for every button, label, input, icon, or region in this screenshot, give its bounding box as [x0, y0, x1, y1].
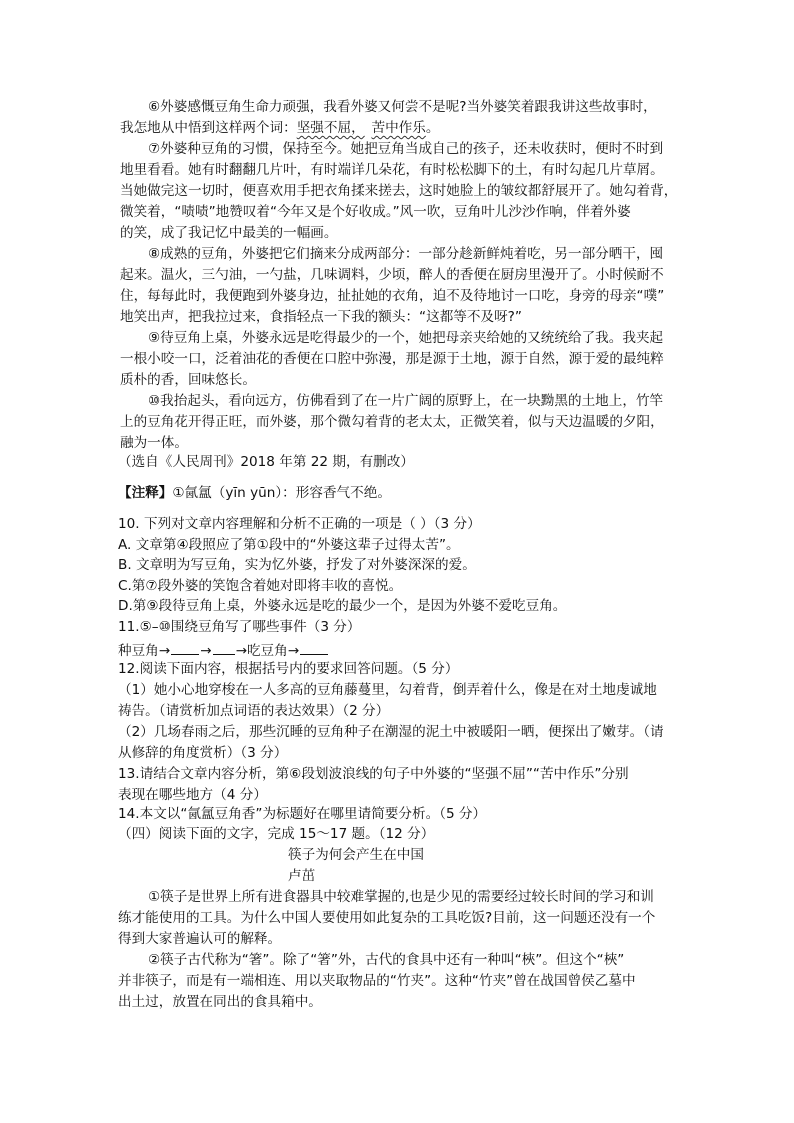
chain-arrow: →: [200, 643, 212, 659]
passage-line: 一根小咬一口，泛着油花的香便在口腔中弥漫，那是源于土地，源于自然，源于爱的最纯粹: [120, 351, 664, 367]
passage-line: 的笑，成了我记忆中最美的一幅画。: [120, 225, 338, 241]
chain-middle: →吃豆角→: [235, 643, 300, 659]
passage-line: 融为一体。: [120, 435, 188, 451]
passage-line: 起来。温火，三勺油，一勺盐，几味调料，少顷，醉人的香便在厨房里漫开了。小时候耐不: [120, 267, 664, 283]
answer-blank[interactable]: [300, 642, 328, 655]
section-header: （四）阅读下面的文字，完成 15～17 题。（12 分）: [118, 826, 435, 842]
passage-line: ⑩我抬起头，看向远方，仿佛看到了在一片广阔的原野上，在一块黝黑的土地上，竹竿: [148, 393, 664, 409]
article-title: 筷子为何会产生在中国: [288, 847, 424, 863]
option-a: A. 文章第④段照应了第①段中的“外婆这辈子过得太苦”。: [118, 537, 460, 553]
article-line: 得到大家普遍认可的解释。: [118, 931, 282, 947]
passage-line: ⑨待豆角上桌，外婆永远是吃得最少的一个，她把母亲夹给她的又统统给了我。我夹起: [148, 330, 664, 346]
passage-text: 。: [425, 120, 440, 136]
passage-line: 质朴的香，回味悠长。: [120, 372, 256, 388]
passage-line: ⑦外婆种豆角的习惯，保持至今。她把豆角当成自己的孩子，还未收获时，便时不时到: [148, 141, 664, 157]
option-b: B. 文章明为写豆角，实为忆外婆，抒发了对外婆深深的爱。: [118, 557, 476, 573]
passage-line: ⑥外婆感慨豆角生命力顽强，我看外婆又何尝不是呢?当外婆笑着跟我讲这些故事时，: [148, 99, 657, 115]
passage-text: 我怎地从中悟到这样两个词：: [120, 120, 297, 136]
article-line: ②筷子古代称为“箸”。除了“箸”外，古代的食具中还有一种叫“梜”。但这个“梜”: [148, 952, 625, 968]
question-12-2: （2）几场春雨之后，那些沉睡的豆角种子在潮湿的泥土中被暖阳一晒，便探出了嫩芽。（请: [118, 724, 664, 740]
article-line: 并非筷子，而是有一端相连、用以夹取物品的“竹夹”。这种“竹夹”曾在战国曾侯乙墓中: [118, 973, 636, 989]
passage-line: ⑧成熟的豆角，外婆把它们摘来分成两部分：一部分趁新鲜炖着吃，另一部分晒干，囤: [148, 246, 664, 262]
question-12-1: （1）她小心地穿梭在一人多高的豆角藤蔓里，勾着背，倒弄着什么，像是在对土地虔诚地: [118, 682, 657, 698]
question-13: 13.请结合文章内容分析，第⑥段划波浪线的句子中外婆的“坚强不屈”“苦中作乐”分别: [118, 766, 629, 782]
annotation-text: ①氤氲（yīn yūn）：形容香气不绝。: [172, 485, 391, 501]
article-line: 出土过，放置在同出的食具箱中。: [118, 994, 322, 1010]
article-line: 练才能使用的工具。为什么中国人要使用如此复杂的工具吃饭?目前，这一问题还没有一个: [118, 910, 656, 926]
question-11: 11.⑤–⑩围绕豆角写了哪些事件（3 分）: [118, 619, 361, 635]
question-13: 表现在哪些地方（4 分）: [118, 787, 267, 803]
annotation-note: [118, 487, 391, 501]
option-c: C.第⑦段外婆的笑饱含着她对即将丰收的喜悦。: [118, 578, 403, 594]
passage-line: 当她做完这一切时，便喜欢用手把衣角揉来搓去，这时她脸上的皱纹都舒展开了。她勾着背，: [120, 183, 678, 199]
passage-line: [120, 122, 439, 136]
passage-line: 住，每每此时，我便跑到外婆身边，扯扯她的衣角，迫不及待地讨一口吃，身旁的母亲“噗”: [120, 288, 665, 304]
question-11-chain: [118, 642, 329, 659]
passage-line: 地笑出声，把我拉过来，食指轻点一下我的额头：“这都等不及呀?”: [120, 309, 522, 325]
article-line: ①筷子是世界上所有进食器具中较难掌握的,也是少见的需要经过较长时间的学习和训: [148, 889, 654, 905]
article-author: 卢茁: [288, 868, 316, 884]
annotation-label: 【注释】: [118, 485, 173, 501]
chain-start: 种豆角→: [118, 643, 171, 659]
passage-line: 上的豆角花开得正旺，而外婆，那个微勾着背的老太太，正微笑着，似与天边温暖的夕阳，: [120, 414, 664, 430]
question-12: 12.阅读下面内容，根据括号内的要求回答问题。（5 分）: [118, 661, 459, 677]
question-12-2: 从修辞的角度赏析）（3 分）: [118, 745, 288, 761]
passage-source: （选自《人民周刊》2018 年第 22 期，有删改）: [118, 454, 414, 470]
answer-blank[interactable]: [171, 642, 199, 655]
wavy-underlined-phrase: 坚强不屈，: [296, 120, 365, 136]
option-d: D.第⑨段待豆角上桌，外婆永远是吃的最少一个，是因为外婆不爱吃豆角。: [118, 598, 567, 614]
answer-blank[interactable]: [213, 642, 235, 655]
question-12-1: 祷告。（请赏析加点词语的表达效果）（2 分）: [118, 703, 390, 719]
passage-line: 地里看看。她有时翻翻几片叶，有时端详几朵花，有时松松脚下的土，有时勾起几片草屑。: [120, 162, 664, 178]
question-14: 14.本文以“氤氲豆角香”为标题好在哪里请简要分析。（5 分）: [118, 806, 487, 822]
wavy-underlined-phrase: 苦中作乐: [371, 120, 426, 136]
question-10: 10. 下列对文章内容理解和分析不正确的一项是（ ）（3 分）: [118, 516, 481, 532]
passage-line: 微笑着，“啧啧”地赞叹着“今年又是个好收成。”风一吹，豆角叶儿沙沙作响，伴着外婆: [120, 204, 631, 220]
